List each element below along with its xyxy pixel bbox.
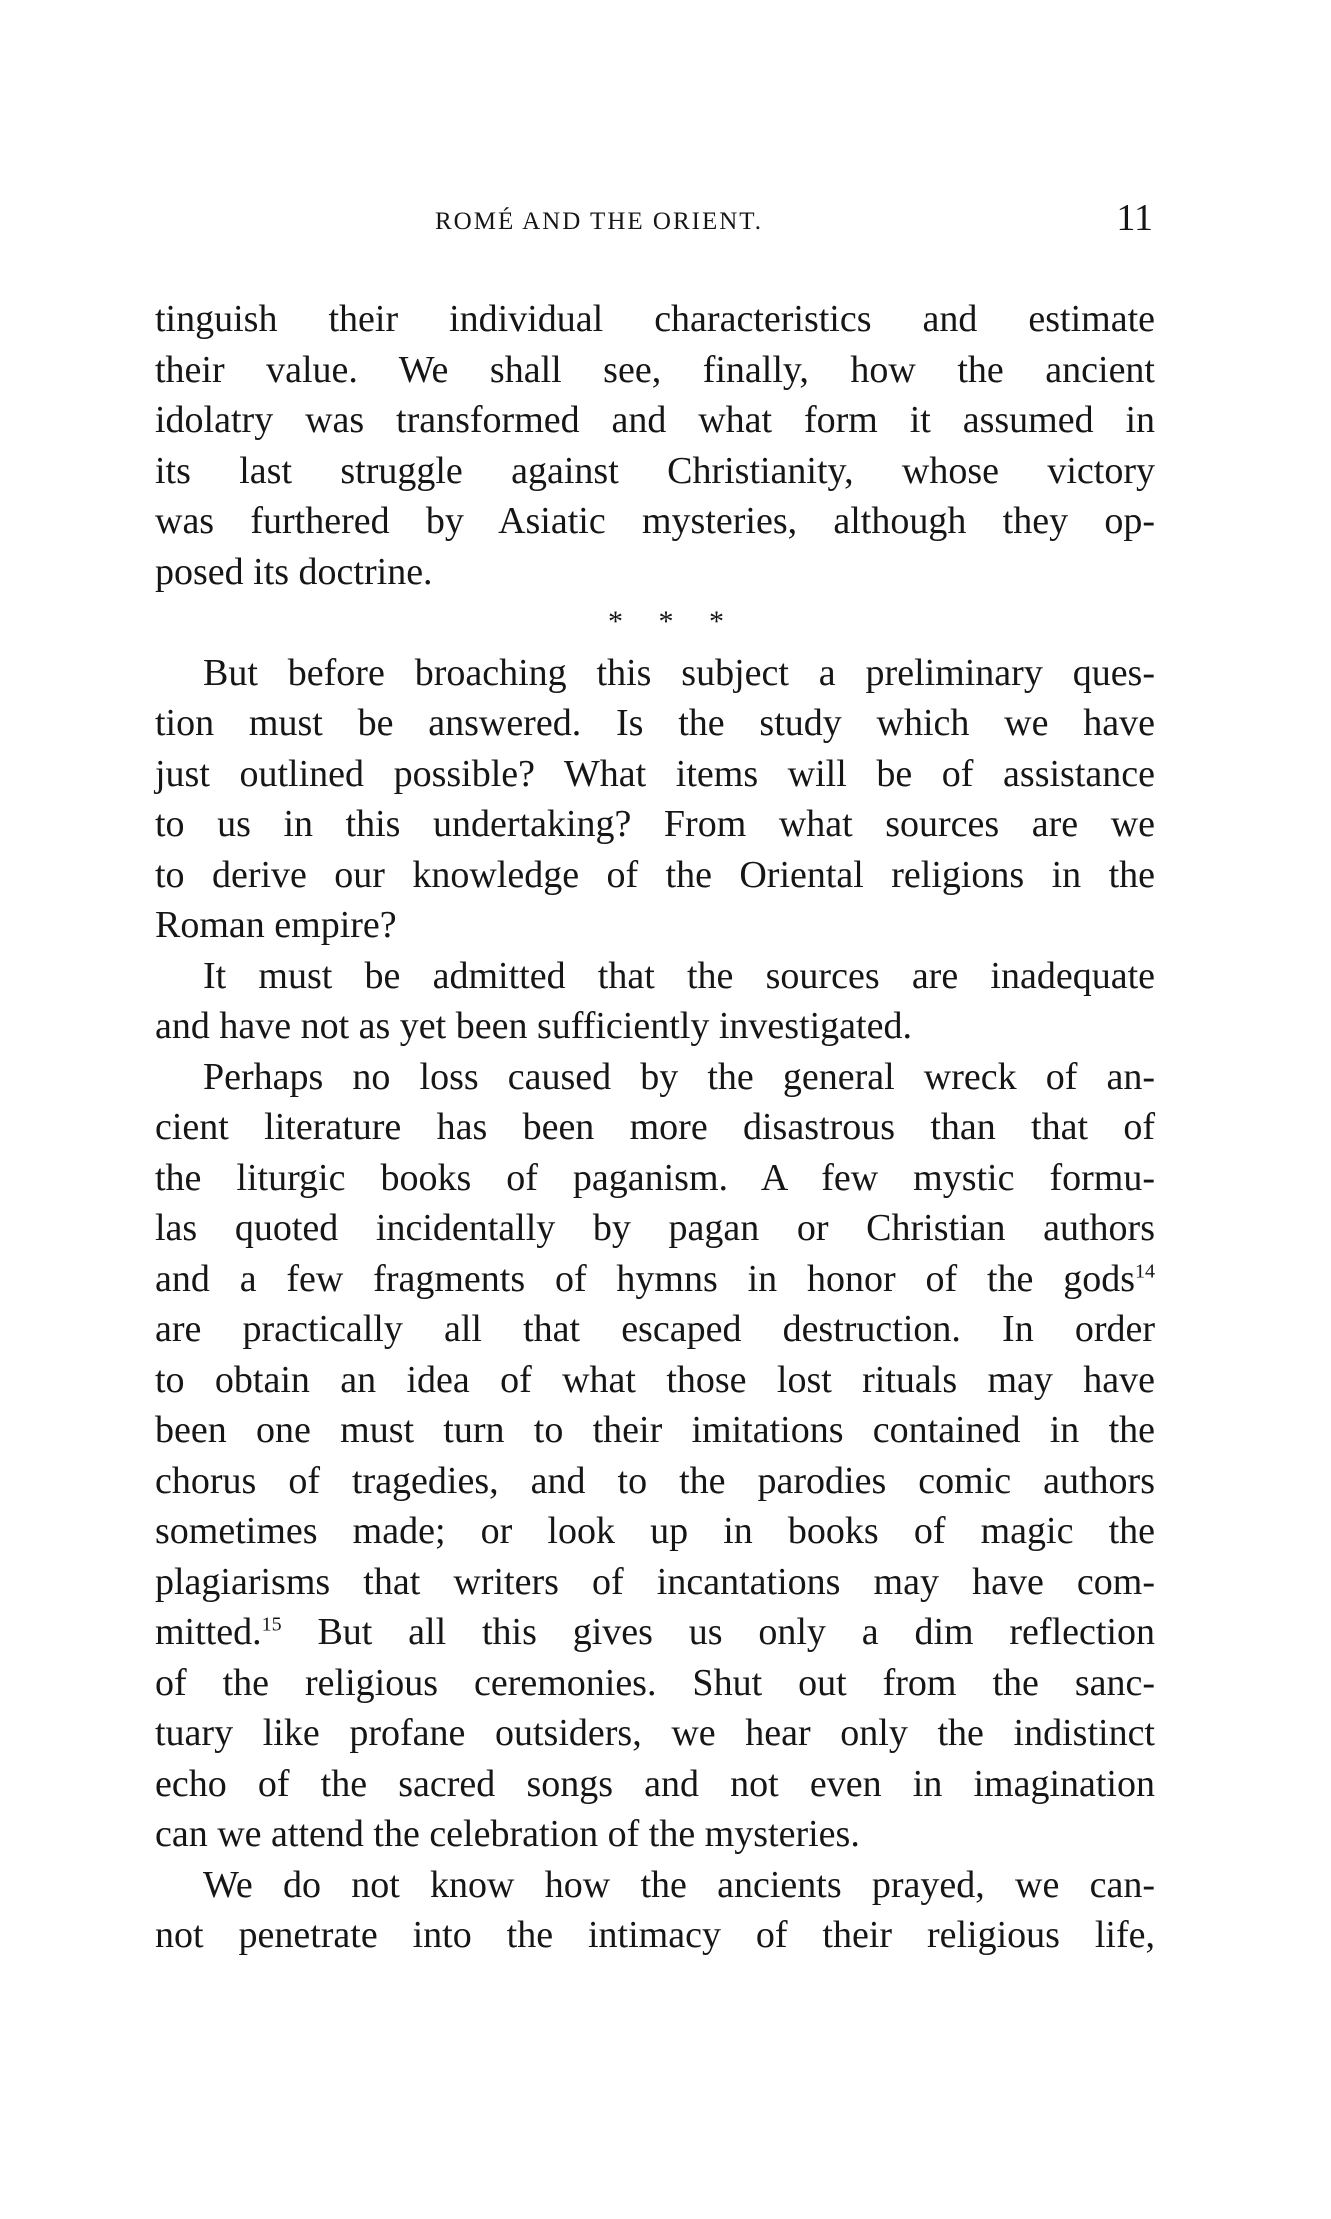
text-line: Roman empire? [155, 904, 397, 946]
footnote-ref: 15 [261, 1613, 282, 1636]
text-line: cient literature has been more disastrous than that of [155, 1106, 1155, 1148]
text-line: just outlined possible? What items will be of assistance [155, 752, 1155, 795]
text-line: It must be admitted that the sources are inadequate [203, 954, 1155, 997]
text-line: idolatry was transformed and what form it assumed in [155, 399, 1155, 441]
running-head [155, 196, 1155, 256]
text-line: of the religious ceremonies. Shut out from the sanc- [155, 1661, 1155, 1704]
text-line: been one must turn to their imitations contained in the [155, 1409, 1155, 1451]
line-text: But all this gives us only a dim reflection [281, 1611, 1155, 1653]
footnote-ref: 14 [1135, 1259, 1155, 1282]
text-line: to derive our knowledge of the Oriental religions in the [155, 853, 1155, 896]
text-line [155, 1254, 1155, 1305]
body-text [155, 294, 1155, 1961]
text-line: But before broaching this subject a preliminary ques- [203, 651, 1155, 694]
line-text: mitted. [155, 1611, 262, 1653]
text-line: las quoted incidentally by pagan or Christian authors [155, 1207, 1155, 1249]
paragraph-1 [155, 294, 1155, 597]
text-line: not penetrate into the intimacy of their religious life, [155, 1914, 1155, 1956]
text-line: are practically all that escaped destruction. In order [155, 1308, 1155, 1350]
text-line: was furthered by Asiatic mysteries, although they op- [155, 500, 1155, 542]
section-separator: * * * [608, 605, 724, 638]
text-line [155, 1607, 1155, 1658]
text-line: We do not know how the ancients prayed, we can- [203, 1863, 1155, 1906]
paragraph-5 [155, 1860, 1155, 1961]
text-line: tinguish their individual characteristics and estimate [155, 298, 1155, 340]
text-line: sometimes made; or look up in books of magic the [155, 1510, 1155, 1552]
paragraph-3 [155, 951, 1155, 1052]
text-line: the liturgic books of paganism. A few mystic formu- [155, 1156, 1155, 1199]
paragraph-4 [155, 1052, 1155, 1860]
text-line: plagiarisms that writers of incantations may have com- [155, 1560, 1155, 1603]
text-line: posed its doctrine. [155, 550, 433, 593]
text-line: Perhaps no loss caused by the general wreck of an- [203, 1055, 1155, 1098]
text-line: chorus of tragedies, and to the parodies comic authors [155, 1459, 1155, 1502]
text-line: echo of the sacred songs and not even in imagination [155, 1762, 1155, 1805]
running-title: ROMÉ AND THE ORIENT. [435, 208, 763, 235]
text-line: and have not as yet been sufficiently investigated. [155, 1005, 912, 1047]
line-text: and a few fragments of hymns in honor of the gods [155, 1257, 1135, 1300]
text-line: its last struggle against Christianity, whose victory [155, 449, 1155, 492]
text-line: tion must be answered. Is the study which we have [155, 702, 1155, 744]
paragraph-2 [155, 648, 1155, 951]
page-number: 11 [1116, 197, 1153, 239]
text-line: their value. We shall see, finally, how the ancient [155, 348, 1155, 391]
text-line: tuary like profane outsiders, we hear only the indistinct [155, 1712, 1155, 1754]
text-line: can we attend the celebration of the mysteries. [155, 1813, 860, 1855]
text-line: to obtain an idea of what those lost rituals may have [155, 1358, 1155, 1401]
text-line: to us in this undertaking? From what sources are we [155, 803, 1155, 845]
